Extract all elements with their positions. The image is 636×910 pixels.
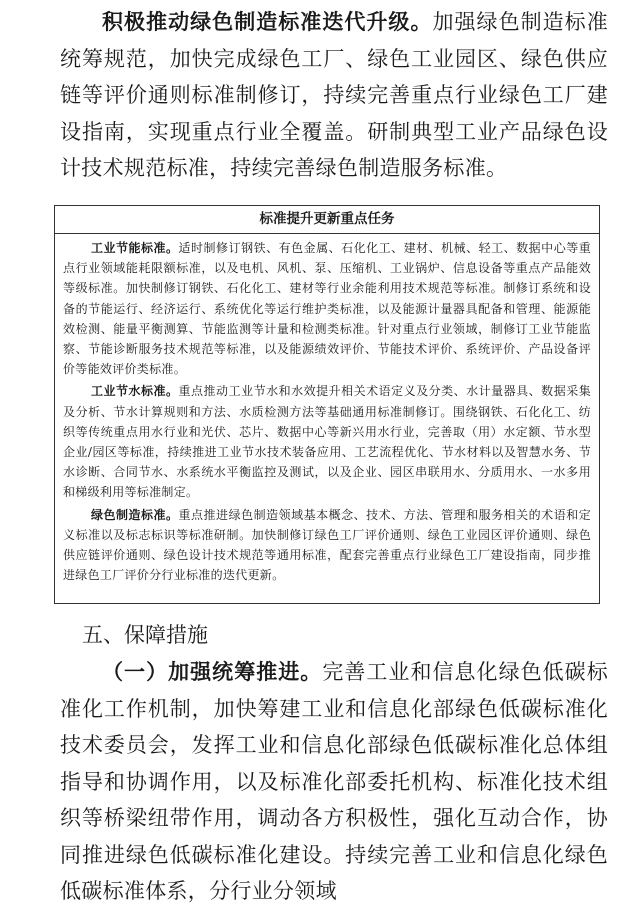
section-lead: （一）加强统筹推进。	[102, 659, 323, 684]
box-item-text: 重点推动工业节水和水效提升相关术语定义及分类、水计量器具、数据采集及分析、节水计算规则和方法、水质检测方法等基础通用标准制修订。围绕钢铁、石化化工、纺织等传统重点用水行业和光伏、芯片、数据中心等新兴用水行业，完善取（用）水定额、节水型企业/园区等标准，持续推进工业节水技术装备应用、工艺流程优化、节水材料以及智慧水务、节水诊断、合同节水、水系统水平衡监控及测试，以及企业、园区串联用水、分质用水、一水多用和梯级利用等标准制定。	[63, 384, 592, 500]
box-item-text: 适时制修订钢铁、有色金属、石化化工、建材、机械、轻工、数据中心等重点行业领域能耗限额标准，以及电机、风机、泵、压缩机、工业锅炉、信息设备等重点产品能效等级标准。加快制修订钢铁、石化化工、建材等行业余能利用技术规范等标准。制修订系统和设备的节能运行、经济运行、系统优化等运行维护类标准，以及能源计量器具配备和管理、能源能效检测、能量平衡测算、节能监测等计量和检测类标准。针对重点行业领域，制修订工业节能监察、节能诊断服务技术规范等标准，以及能源绩效评价、节能技术评价、系统评价、产品设备评价等能效评价类标准。	[63, 241, 592, 377]
box-item-green-manufacturing	[63, 505, 591, 586]
key-tasks-box	[54, 205, 600, 604]
section-text: 完善工业和信息化绿色低碳标准化工作机制，加快筹建工业和信息化部绿色低碳标准化技术委员会，发挥工业和信息化部绿色低碳标准化总体组指导和协调作用，以及标准化部委托机构、标准化技术组织等桥梁纽带作用，调动各方积极性，强化互动合作，协同推进绿色低碳标准化建设。持续完善工业和信息化绿色低碳标准体系，分行业分领域	[60, 660, 609, 903]
key-tasks-box-title: 标准提升更新重点任务	[55, 206, 599, 234]
box-item-energy-saving	[63, 238, 591, 379]
box-item-lead: 绿色制造标准。	[91, 507, 179, 522]
section-heading: 五、保障措施	[82, 623, 208, 647]
intro-paragraph	[60, 4, 608, 187]
box-item-text: 重点推进绿色制造领域基本概念、技术、方法、管理和服务相关的术语和定义标准以及标志标识等标准研制。加快制修订绿色工厂评价通则、绿色工业园区评价通则、绿色供应链评价通则、绿色设计技术规范等通用标准，配套完善重点行业绿色工厂建设指南，同步推进绿色工厂评价分行业标准的迭代更新。	[63, 507, 592, 583]
box-item-lead: 工业节能标准。	[91, 241, 179, 255]
box-item-lead: 工业节水标准。	[91, 384, 179, 399]
intro-lead: 积极推动绿色制造标准迭代升级。	[102, 9, 433, 34]
box-item-water-saving	[63, 381, 591, 502]
section-paragraph	[60, 654, 608, 910]
key-tasks-box-body	[63, 238, 591, 587]
intro-text: 加强绿色制造标准统筹规范，加快完成绿色工厂、绿色工业园区、绿色供应链等评价通则标准制修订，持续完善重点行业绿色工厂建设指南，实现重点行业全覆盖。研制典型工业产品绿色设计技术规范标准，持续完善绿色制造服务标准。	[60, 10, 609, 180]
